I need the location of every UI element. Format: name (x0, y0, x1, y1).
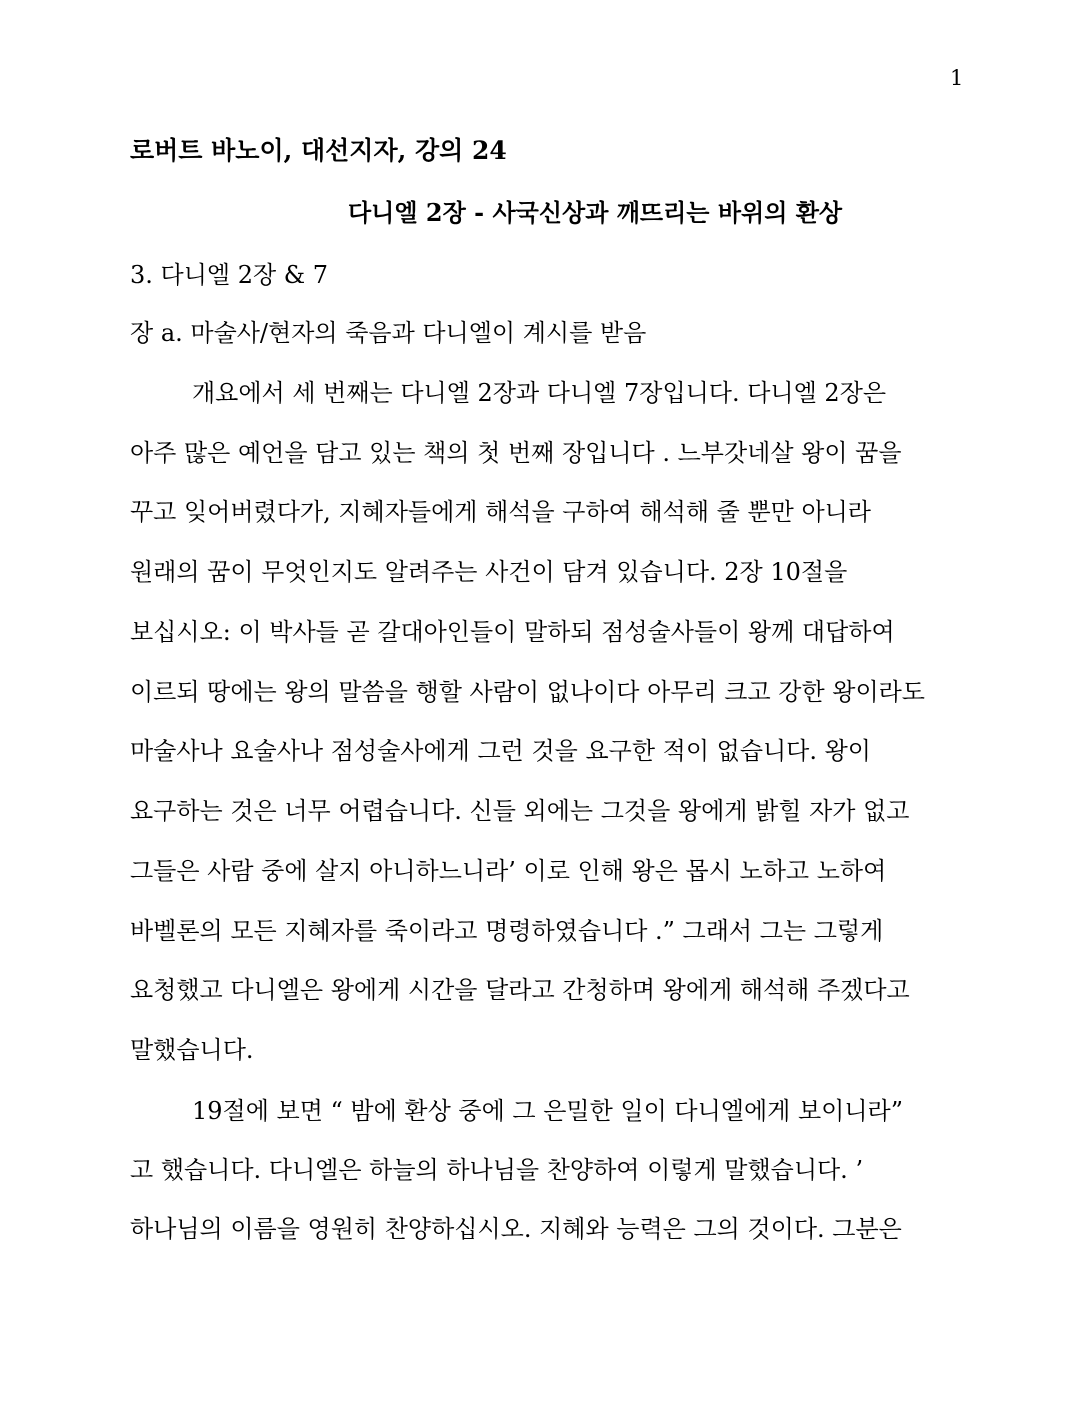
body-line: 개요에서 세 번째는 다니엘 2장과 다니엘 7장입니다. 다니엘 2장은 (192, 379, 887, 407)
body-line: 고 했습니다. 다니엘은 하늘의 하나님을 찬양하여 이렇게 말했습니다. ’ (130, 1156, 864, 1184)
body-line: 요청했고 다니엘은 왕에게 시간을 달라고 간청하며 왕에게 해석해 주겠다고 (130, 976, 910, 1004)
page-number: 1 (950, 66, 964, 90)
document-subtitle: 다니엘 2장 - 사국신상과 깨뜨리는 바위의 환상 (348, 198, 843, 227)
body-line: 원래의 꿈이 무엇인지도 알려주는 사건이 담겨 있습니다. 2장 10절을 (130, 558, 848, 586)
outline-section-heading: 3. 다니엘 2장 & 7 (130, 261, 329, 289)
body-line: 말했습니다. (130, 1036, 254, 1064)
body-line: 19절에 보면 “ 밤에 환상 중에 그 은밀한 일이 다니엘에게 보이니라” (192, 1097, 903, 1125)
document-title: 로버트 바노이, 대선지자, 강의 24 (130, 136, 507, 165)
body-line: 요구하는 것은 너무 어렵습니다. 신들 외에는 그것을 왕에게 밝힐 자가 없고 (130, 797, 910, 825)
body-line: 바벨론의 모든 지혜자를 죽이라고 명령하였습니다 .” 그래서 그는 그렇게 (130, 917, 884, 945)
body-line: 아주 많은 예언을 담고 있는 책의 첫 번째 장입니다 . 느부갓네살 왕이 꿈을 (130, 439, 902, 467)
body-line: 보십시오: 이 박사들 곧 갈대아인들이 말하되 점성술사들이 왕께 대답하여 (130, 618, 895, 646)
outline-subsection-heading: 장 a. 마술사/현자의 죽음과 다니엘이 계시를 받음 (130, 319, 647, 347)
body-line: 하나님의 이름을 영원히 찬양하십시오. 지혜와 능력은 그의 것이다. 그분은 (130, 1215, 902, 1243)
body-line: 꾸고 잊어버렸다가, 지혜자들에게 해석을 구하여 해석해 줄 뿐만 아니라 (130, 498, 871, 526)
body-line: 이르되 땅에는 왕의 말씀을 행할 사람이 없나이다 아무리 크고 강한 왕이라도 (130, 678, 925, 706)
body-line: 그들은 사람 중에 살지 아니하느니라’ 이로 인해 왕은 몹시 노하고 노하여 (130, 857, 887, 885)
body-line: 마술사나 요술사나 점성술사에게 그런 것을 요구한 적이 없습니다. 왕이 (130, 737, 871, 765)
